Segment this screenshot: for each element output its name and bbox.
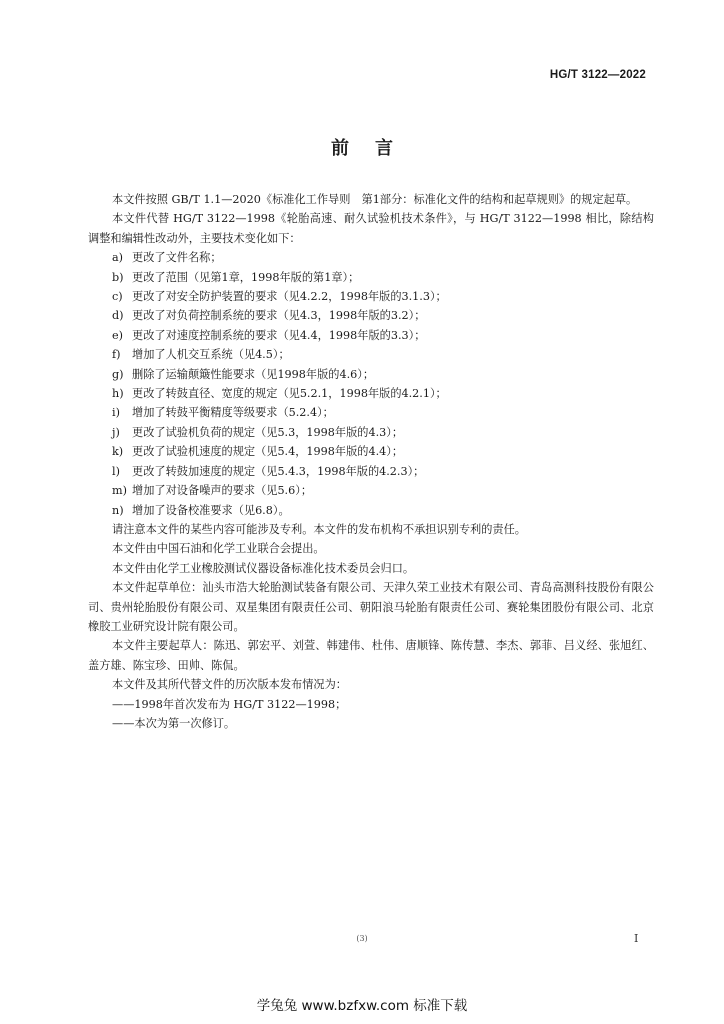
list-item [88,268,654,287]
standard-code: HG/T 3122—2022 [549,69,646,81]
list-item [88,365,654,384]
history-item: ——本次为第一次修订。 [112,716,236,730]
list-marker: k) [112,445,124,459]
list-marker: c) [112,290,123,304]
paragraph-history-intro: 本文件及其所代替文件的历次版本发布情况为： [112,678,347,692]
list-item-text: 增加了设备校准要求（见6.8）。 [132,503,290,517]
list-item [88,248,654,267]
list-marker: e) [112,328,123,342]
list-marker: a) [112,251,124,265]
page-number-center: (3) [356,934,368,943]
list-item-text: 更改了转鼓直径、宽度的规定（见5.2.1，1998年版的4.2.1）； [132,387,447,401]
list-item [88,501,654,520]
list-marker: j) [112,425,120,439]
list-marker: d) [112,309,124,323]
list-item-text: 更改了对速度控制系统的要求（见4.4，1998年版的3.3）； [132,328,426,342]
list-marker: h) [112,387,124,401]
list-marker: f) [112,348,121,362]
paragraph-committee: 本文件由化学工业橡胶测试仪器设备标准化技术委员会归口。 [112,561,415,575]
list-marker: g) [112,367,124,381]
history-item: ——1998年首次发布为 HG/T 3122—1998； [112,697,347,711]
page-number-roman: I [634,932,639,945]
list-item-text: 增加了对设备噪声的要求（见5.6）； [132,484,313,498]
list-item [88,384,654,403]
list-item-text: 更改了试验机速度的规定（见5.4，1998年版的4.4）； [132,445,404,459]
list-item [88,326,654,345]
document-body [88,190,654,733]
list-item [88,462,654,481]
list-item [88,442,654,461]
list-marker: l) [112,464,120,478]
paragraph-proposer: 本文件由中国石油和化学工业联合会提出。 [112,542,325,556]
list-item [88,481,654,500]
paragraph-patent-notice: 请注意本文件的某些内容可能涉及专利。本文件的发布机构不承担识别专利的责任。 [112,522,526,536]
list-marker: m) [112,484,127,498]
list-item [88,345,654,364]
list-item-text: 删除了运输颠簸性能要求（见1998年版的4.6）； [132,367,375,381]
list-item [88,287,654,306]
list-item-text: 更改了文件名称； [132,251,222,265]
list-item-text: 更改了对负荷控制系统的要求（见4.3，1998年版的3.2）； [132,309,426,323]
list-item [88,423,654,442]
list-item [88,403,654,422]
list-item-text: 增加了转鼓平衡精度等级要求（5.2.4）； [132,406,334,420]
paragraph-replacement: 本文件代替 HG/T 3122—1998《轮胎高速、耐久试验机技术条件》，与 HG/T 3122—1998 相比，除结构调整和编辑性改动外，主要技术变化如下： [88,212,654,245]
list-item-text: 更改了试验机负荷的规定（见5.3，1998年版的4.3）； [132,425,404,439]
list-marker: b) [112,270,124,284]
paragraph-drafting-rules: 本文件按照 GB/T 1.1—2020《标准化工作导则 第1部分：标准化文件的结构和起草规则》的规定起草。 [112,193,638,206]
list-item [88,306,654,325]
paragraph-drafting-units: 本文件起草单位：汕头市浩大轮胎测试装备有限公司、天津久荣工业技术有限公司、青岛高测科技股份有限公司、贵州轮胎股份有限公司、双星集团有限责任公司、朝阳浪马轮胎有限责任公司、赛轮集团股份有限公司、北京橡胶工业研究设计院有限公司。 [88,581,654,633]
paragraph-drafters: 本文件主要起草人：陈迅、郭宏平、刘萱、韩建伟、杜伟、唐顺锋、陈传慧、李杰、郭菲、吕义经、张旭红、盖方雄、陈宝珍、田帅、陈侃。 [88,639,654,672]
list-item-text: 增加了人机交互系统（见4.5）； [132,348,290,362]
list-marker: i) [112,406,120,420]
changes-list [88,248,654,520]
list-item-text: 更改了对安全防护装置的要求（见4.2.2，1998年版的3.1.3）； [132,290,447,304]
list-item-text: 更改了转鼓加速度的规定（见5.4.3，1998年版的4.2.3）； [132,464,425,478]
page-title: 前言 [331,138,419,159]
list-marker: n) [112,503,124,517]
list-item-text: 更改了范围（见第1章，1998年版的第1章）； [132,270,360,284]
site-watermark: 学兔兔 www.bzfxw.com 标准下载 [256,998,468,1014]
